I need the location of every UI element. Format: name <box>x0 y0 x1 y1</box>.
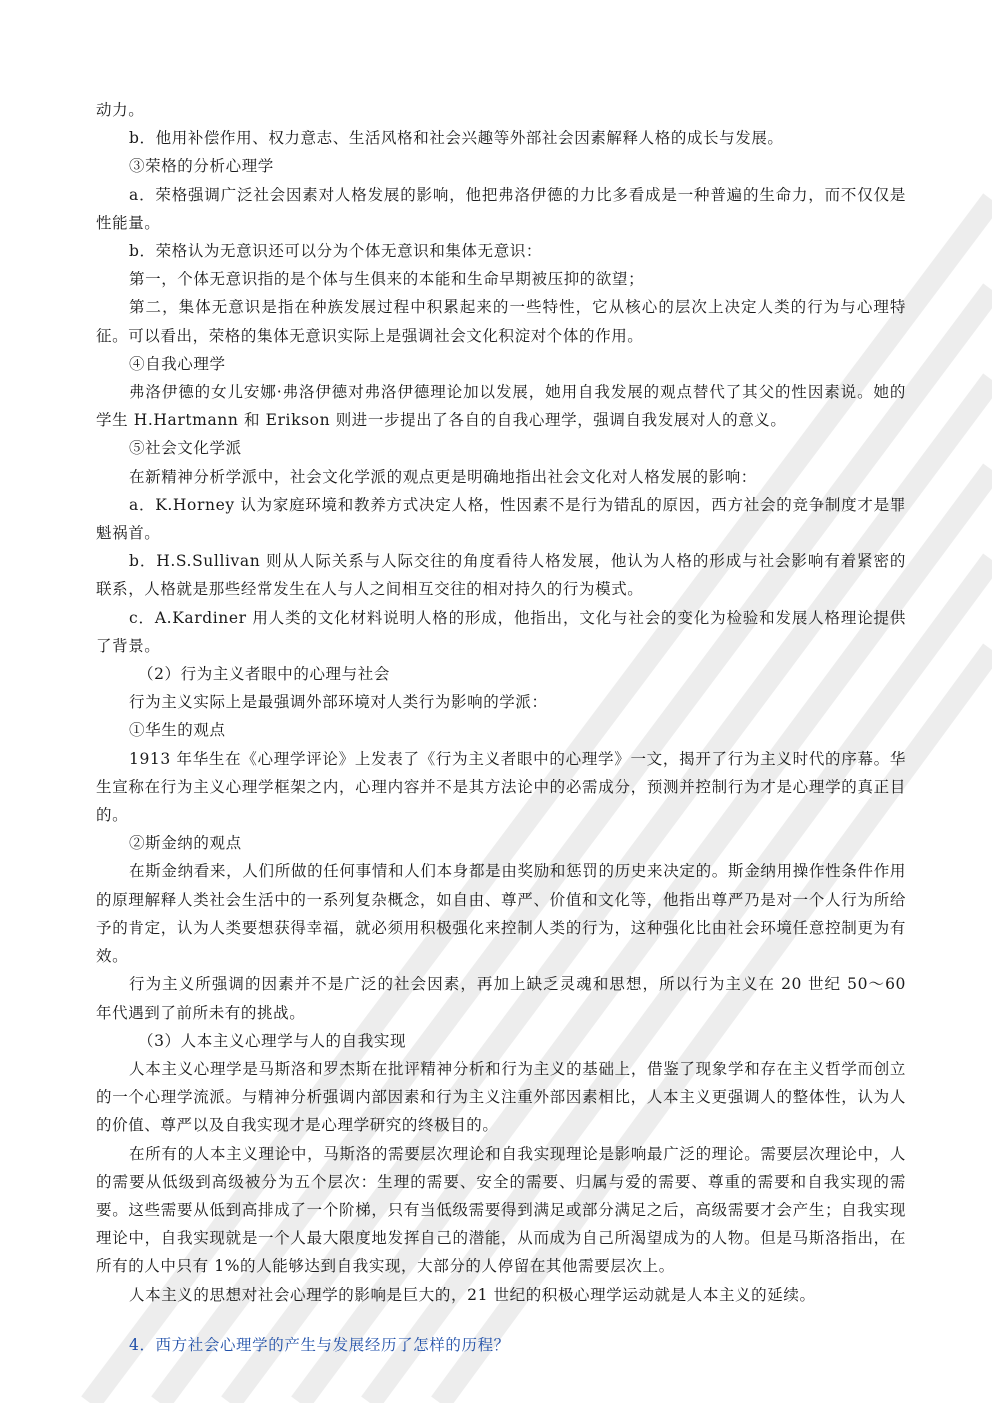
section-heading: （2）行为主义者眼中的心理与社会 <box>138 665 390 684</box>
paragraph: 行为主义实际上是最强调外部环境对人类行为影响的学派： <box>129 693 548 712</box>
paragraph: b．他用补偿作用、权力意志、生活风格和社会兴趣等外部社会因素解释人格的成长与发展。 <box>129 129 784 148</box>
paragraph: 1913 年华生在《心理学评论》上发表了《行为主义者眼中的心理学》一文，揭开了行为主义时代的序幕。华生宣称在行为主义心理学框架之内，心理内容并不是其方法论中的必需成分，预测并控制行为才是心理学的真正目的。 <box>96 749 906 825</box>
section-heading: ⑤社会文化学派 <box>129 439 242 458</box>
paragraph: b．H.S.Sullivan 则从人际关系与人际交往的角度看待人格发展，他认为人格的形成与社会影响有着紧密的联系，人格就是那些经常发生在人与人之间相互交往的相对持久的行为模式。 <box>96 552 906 599</box>
paragraph: 在斯金纳看来，人们所做的任何事情和人们本身都是由奖励和惩罚的历史来决定的。斯金纳用操作性条件作用的原理解释人类社会生活中的一系列复杂概念，如自由、尊严、价值和文化等，他指出尊严乃是对一个人行为所给予的肯定，认为人类要想获得幸福，就必须用积极强化来控制人类的行为，这种强化比由社会环境任意控制更为有效。 <box>96 862 906 966</box>
paragraph: 人本主义心理学是马斯洛和罗杰斯在批评精神分析和行为主义的基础上，借鉴了现象学和存在主义哲学而创立的一个心理学流派。与精神分析强调内部因素和行为主义注重外部因素相比，人本主义更强调人的整体性，认为人的价值、尊严以及自我实现才是心理学研究的终极目的。 <box>96 1059 906 1135</box>
section-heading: ③荣格的分析心理学 <box>129 157 274 176</box>
question-heading: 4．西方社会心理学的产生与发展经历了怎样的历程？ <box>129 1335 510 1354</box>
section-heading: （3）人本主义心理学与人的自我实现 <box>138 1031 407 1050</box>
section-heading: ①华生的观点 <box>129 721 226 740</box>
paragraph: 人本主义的思想对社会心理学的影响是巨大的，21 世纪的积极心理学运动就是人本主义的延续。 <box>129 1285 816 1304</box>
paragraph: c．A.Kardiner 用人类的文化材料说明人格的形成，他指出，文化与社会的变化为检验和发展人格理论提供了背景。 <box>96 608 906 655</box>
paragraph: 动力。 <box>96 101 145 119</box>
paragraph: 弗洛伊德的女儿安娜·弗洛伊德对弗洛伊德理论加以发展，她用自我发展的观点替代了其父的性因素说。她的学生 H.Hartmann 和 Erikson 则进一步提出了各自的自我心理学，强调自我发展对人的意义。 <box>96 383 906 430</box>
section-heading: ②斯金纳的观点 <box>129 834 242 853</box>
paragraph: 第一，个体无意识指的是个体与生俱来的本能和生命早期被压抑的欲望； <box>129 270 645 289</box>
paragraph: 行为主义所强调的因素并不是广泛的社会因素，再加上缺乏灵魂和思想，所以行为主义在 20 世纪 50～60 年代遇到了前所未有的挑战。 <box>96 975 906 1022</box>
paragraph: a．K.Horney 认为家庭环境和教养方式决定人格，性因素不是行为错乱的原因，西方社会的竞争制度才是罪魁祸首。 <box>96 495 906 543</box>
paragraph: 在新精神分析学派中，社会文化学派的观点更是明确地指出社会文化对人格发展的影响： <box>129 467 757 486</box>
page-body <box>96 96 906 1359</box>
paragraph: a．荣格强调广泛社会因素对人格发展的影响，他把弗洛伊德的力比多看成是一种普遍的生命力，而不仅仅是性能量。 <box>96 185 906 232</box>
paragraph: 第二，集体无意识是指在种族发展过程中积累起来的一些特性，它从核心的层次上决定人类的行为与心理特征。可以看出，荣格的集体无意识实际上是强调社会文化积淀对个体的作用。 <box>96 298 906 345</box>
paragraph: 在所有的人本主义理论中，马斯洛的需要层次理论和自我实现理论是影响最广泛的理论。需要层次理论中，人的需要从低级到高级被分为五个层次：生理的需要、安全的需要、归属与爱的需要、尊重的需要和自我实现的需要。这些需要从低到高排成了一个阶梯，只有当低级需要得到满足或部分满足之后，高级需要才会产生；自我实现理论中，自我实现就是一个人最大限度地发挥自己的潜能，从而成为自己所渴望成为的人物。但是马斯洛指出，在所有的人中只有 1%的人能够达到自我实现，大部分的人停留在其他需要层次上。 <box>96 1144 906 1276</box>
section-heading: ④自我心理学 <box>129 354 226 373</box>
paragraph: b．荣格认为无意识还可以分为个体无意识和集体无意识： <box>129 242 543 261</box>
